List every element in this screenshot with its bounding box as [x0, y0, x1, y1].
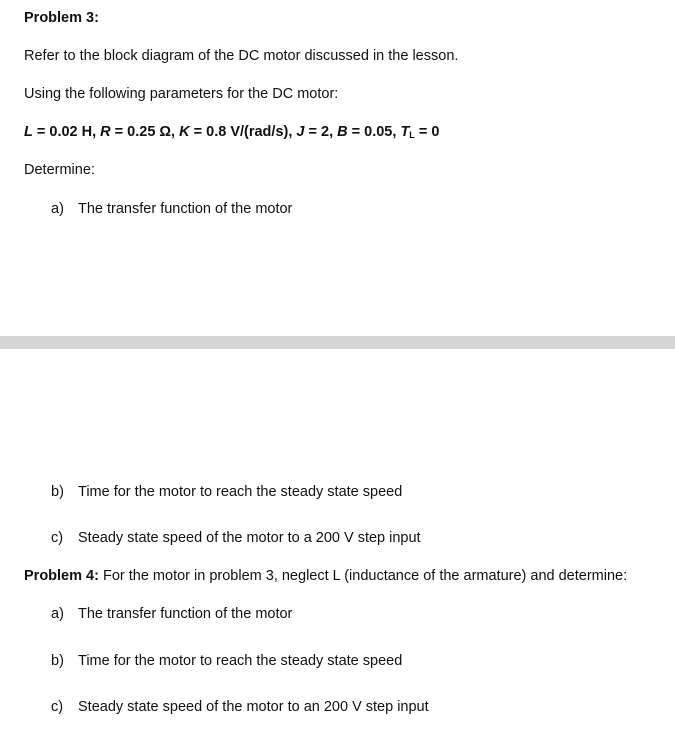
- param-J-symbol: J: [296, 124, 305, 140]
- problem3-item-a-letter: a): [51, 201, 64, 217]
- param-TL-value: = 0: [414, 124, 440, 140]
- problem4-intro: For the motor in problem 3, neglect L (inductance of the armature) and determine:: [98, 568, 628, 584]
- problem4-item-a-letter: a): [51, 606, 64, 622]
- problem3-item-b-letter: b): [51, 484, 64, 500]
- param-L-value: = 0.02 H,: [32, 124, 101, 140]
- problem3-item-c-text: Steady state speed of the motor to a 200 V step input: [78, 530, 421, 546]
- problem4-item-b-text: Time for the motor to reach the steady state speed: [78, 653, 403, 669]
- param-B-symbol: B: [337, 124, 348, 140]
- problem3-item-c-letter: c): [51, 530, 64, 546]
- problem3-title: Problem 3:: [24, 10, 99, 26]
- problem4-item-c-text: Steady state speed of the motor to an 200 V step input: [78, 699, 429, 715]
- param-B-value: = 0.05,: [347, 124, 401, 140]
- problem3-determine: Determine:: [24, 162, 95, 178]
- param-L-symbol: L: [24, 124, 33, 140]
- problem4-item-b-letter: b): [51, 653, 64, 669]
- problem3-intro: Refer to the block diagram of the DC motor discussed in the lesson.: [24, 48, 459, 64]
- problem4-heading: [24, 567, 627, 585]
- page-divider: [0, 336, 675, 349]
- problem3-item-a-text: The transfer function of the motor: [78, 201, 293, 217]
- param-R-value: = 0.25 Ω,: [110, 124, 180, 140]
- problem3-parameters: [24, 123, 439, 141]
- param-R-symbol: R: [100, 124, 111, 140]
- problem4-title: Problem 4:: [24, 568, 99, 584]
- problem4-item-a-text: The transfer function of the motor: [78, 606, 293, 622]
- param-K-symbol: K: [179, 124, 190, 140]
- param-J-value: = 2,: [304, 124, 338, 140]
- problem3-item-b-text: Time for the motor to reach the steady state speed: [78, 484, 403, 500]
- param-TL-subscript: L: [409, 130, 415, 140]
- problem4-item-c-letter: c): [51, 699, 64, 715]
- param-TL-symbol: T: [400, 124, 410, 140]
- problem3-params-intro: Using the following parameters for the DC motor:: [24, 86, 339, 102]
- param-K-value: = 0.8 V/(rad/s),: [189, 124, 297, 140]
